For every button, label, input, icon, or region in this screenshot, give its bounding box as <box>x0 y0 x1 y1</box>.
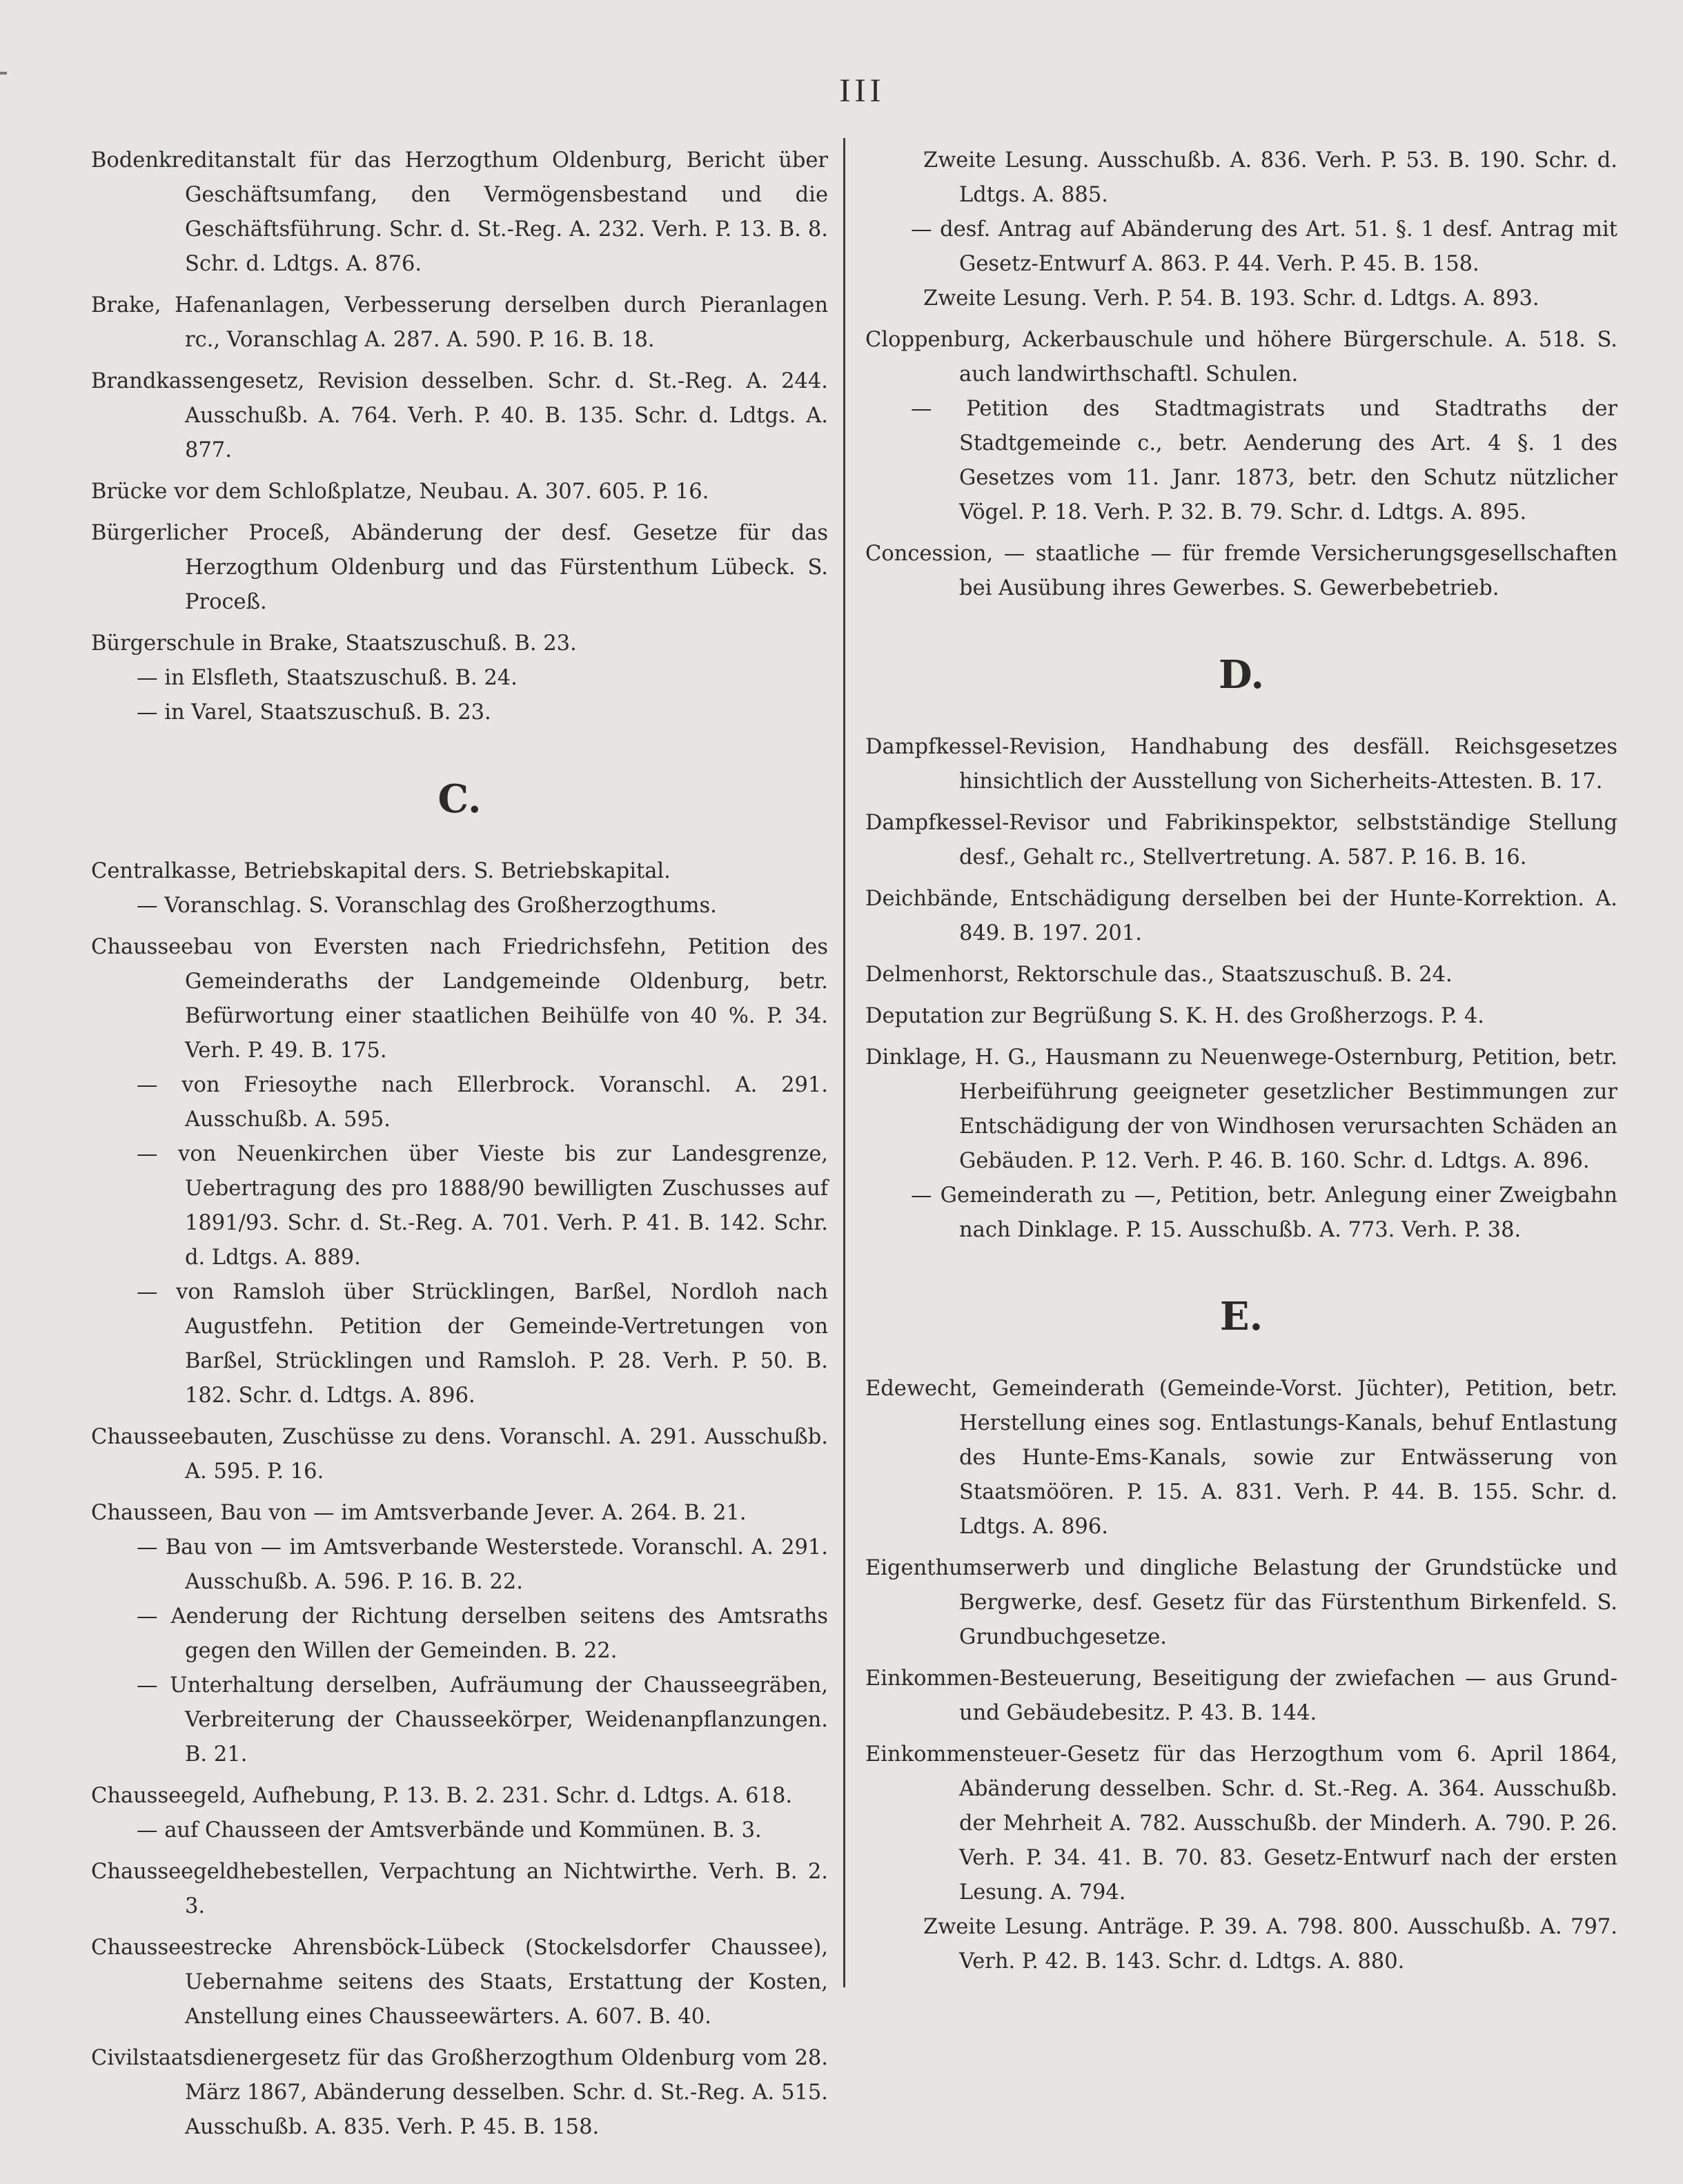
index-subentry: — in Elsfleth, Staatszuschuß. B. 24. <box>137 666 518 690</box>
page-number: III <box>839 72 885 109</box>
index-entry: Einkommensteuer-Gesetz für das Herzogthum vom 6. April 1864, Abänderung desselben. Schr. d. St.-Reg. A. 364. Ausschußb. der Mehrheit A. 782. Ausschußb. der Minderh. A. 790. P. 26. Verh. P. 34. 41. B. 70. 83. Gesetz-Entwurf nach der ersten Lesung. A. 794. <box>865 1742 1617 1905</box>
index-entry: Concession, — staatliche — für fremde Versicherungsgesellschaften bei Ausübung ihres Gewerbes. S. Gewerbebetrieb. <box>865 542 1617 600</box>
index-entry: Chausseegeld, Aufhebung, P. 13. B. 2. 231. Schr. d. Ldtgs. A. 618. <box>91 1784 793 1808</box>
index-entry: Eigenthumserwerb und dingliche Belastung der Grundstücke und Bergwerke, desf. Gesetz für das Fürstenthum Birkenfeld. S. Grundbuchgesetze. <box>865 1556 1617 1649</box>
index-entry: Chausseestrecke Ahrensböck-Lübeck (Stockelsdorfer Chaussee), Uebernahme seitens des Staats, Erstattung der Kosten, Anstellung eines Chausseewärters. A. 607. B. 40. <box>91 1936 828 2029</box>
index-entry: Deichbände, Entschädigung derselben bei der Hunte-Korrektion. A. 849. B. 197. 201. <box>865 887 1617 945</box>
index-subentry: — Aenderung der Richtung derselben seitens des Amtsraths gegen den Willen der Gemeinden. B. 22. <box>137 1604 828 1663</box>
index-entry: Edewecht, Gemeinderath (Gemeinde-Vorst. Jüchter), Petition, betr. Herstellung eines sog. Entlastungs-Kanals, behuf Entlastung des Hunte-Ems-Kanals, sowie zur Entwässerung von Staatsmöören. P. 15. A. 831. Verh. P. 44. B. 155. Schr. d. Ldtgs. A. 896. <box>865 1377 1617 1539</box>
index-subentry: — Voranschlag. S. Voranschlag des Großherzogthums. <box>137 894 717 918</box>
index-entry: Dinklage, H. G., Hausmann zu Neuenwege-Osternburg, Petition, betr. Herbeiführung geeigneter gesetzlicher Bestimmungen zur Entschädigung der von Windhosen verursachten Schäden an Gebäuden. P. 12. Verh. P. 46. B. 160. Schr. d. Ldtgs. A. 896. <box>865 1045 1617 1173</box>
index-subentry: Zweite Lesung. Anträge. P. 39. A. 798. 800. Ausschußb. A. 797. Verh. P. 42. B. 143. Schr. d. Ldtgs. A. 880. <box>923 1915 1617 1974</box>
right-column <box>865 144 1617 1979</box>
index-subentry: — von Friesoythe nach Ellerbrock. Voranschl. A. 291. Ausschußb. A. 595. <box>137 1073 828 1132</box>
index-entry: Brücke vor dem Schloßplatze, Neubau. A. 307. 605. P. 16. <box>91 480 709 504</box>
index-entry: Delmenhorst, Rektorschule das., Staatszuschuß. B. 24. <box>865 963 1453 987</box>
index-subentry: Zweite Lesung. Verh. P. 54. B. 193. Schr. d. Ldtgs. A. 893. <box>923 286 1539 311</box>
index-subentry: — desf. Antrag auf Abänderung des Art. 51. §. 1 desf. Antrag mit Gesetz-Entwurf A. 863. P. 44. Verh. P. 45. B. 158. <box>911 217 1617 276</box>
index-subentry: — von Neuenkirchen über Vieste bis zur Landesgrenze, Uebertragung des pro 1888/90 bewilligten Zuschusses auf 1891/93. Schr. d. St.-Reg. A. 701. Verh. P. 41. B. 142. Schr. d. Ldtgs. A. 889. <box>137 1142 828 1270</box>
index-entry: Chausseegeldhebestellen, Verpachtung an Nichtwirthe. Verh. B. 2. 3. <box>91 1860 828 1918</box>
index-entry: Chausseebauten, Zuschüsse zu dens. Voranschl. A. 291. Ausschußb. A. 595. P. 16. <box>91 1425 828 1484</box>
index-entry: Einkommen-Besteuerung, Beseitigung der zwiefachen — aus Grund- und Gebäudebesitz. P. 43. B. 144. <box>865 1666 1617 1725</box>
section-letter: D. <box>1218 652 1265 698</box>
index-entry: Bürgerschule in Brake, Staatszuschuß. B. 23. <box>91 631 577 656</box>
index-subentry: — von Ramsloh über Strücklingen, Barßel, Nordloh nach Augustfehn. Petition der Gemeinde-Vertretungen von Barßel, Strücklingen und Ramsloh. P. 28. Verh. P. 50. B. 182. Schr. d. Ldtgs. A. 896. <box>137 1280 828 1408</box>
index-subentry: — Unterhaltung derselben, Aufräumung der Chausseegräben, Verbreiterung der Chausseekörper, Weidenanpflanzungen. B. 21. <box>137 1673 828 1767</box>
index-entry: Centralkasse, Betriebskapital ders. S. Betriebskapital. <box>91 859 671 883</box>
index-entry: Bürgerlicher Proceß, Abänderung der desf. Gesetze für das Herzogthum Oldenburg und das Fürstenthum Lübeck. S. Proceß. <box>91 521 828 614</box>
index-subentry: — auf Chausseen der Amtsverbände und Kommünen. B. 3. <box>137 1818 762 1842</box>
index-entry: Deputation zur Begrüßung S. K. H. des Großherzogs. P. 4. <box>865 1004 1484 1028</box>
left-column <box>91 144 828 2145</box>
index-entry: Chausseebau von Eversten nach Friedrichsfehn, Petition des Gemeinderaths der Landgemeinde Oldenburg, betr. Befürwortung einer staatlichen Beihülfe von 40 %. P. 34. Verh. P. 49. B. 175. <box>91 935 828 1063</box>
index-subentry: — Petition des Stadtmagistrats und Stadtraths der Stadtgemeinde c., betr. Aenderung des Art. 4 §. 1 des Gesetzes vom 11. Janr. 1873, betr. den Schutz nützlicher Vögel. P. 18. Verh. P. 32. B. 79. Schr. d. Ldtgs. A. 895. <box>911 397 1617 524</box>
index-subentry: Zweite Lesung. Ausschußb. A. 836. Verh. P. 53. B. 190. Schr. d. Ldtgs. A. 885. <box>923 148 1617 207</box>
index-subentry: — in Varel, Staatszuschuß. B. 23. <box>137 700 491 725</box>
index-entry: Dampfkessel-Revision, Handhabung des desfäll. Reichsgesetzes hinsichtlich der Ausstellung von Sicherheits-Attesten. B. 17. <box>865 735 1617 794</box>
index-entry: Chausseen, Bau von — im Amtsverbande Jever. A. 264. B. 21. <box>91 1501 747 1525</box>
index-entry: Civilstaatsdienergesetz für das Großherzogthum Oldenburg vom 28. März 1867, Abänderung desselben. Schr. d. St.-Reg. A. 515. Ausschußb. A. 835. Verh. P. 45. B. 158. <box>91 2046 828 2139</box>
index-subentry: — Gemeinderath zu —, Petition, betr. Anlegung einer Zweigbahn nach Dinklage. P. 15. Ausschußb. A. 773. Verh. P. 38. <box>911 1183 1617 1242</box>
index-subentry: — Bau von — im Amtsverbande Westerstede. Voranschl. A. 291. Ausschußb. A. 596. P. 16. B. 22. <box>137 1535 828 1594</box>
index-entry: Brake, Hafenanlagen, Verbesserung derselben durch Pieranlagen rc., Voranschlag A. 287. A. 590. P. 16. B. 18. <box>91 293 828 352</box>
index-entry: Bodenkreditanstalt für das Herzogthum Oldenburg, Bericht über Geschäftsumfang, den Vermögensbestand und die Geschäftsführung. Schr. d. St.-Reg. A. 232. Verh. P. 13. B. 8. Schr. d. Ldtgs. A. 876. <box>91 148 828 276</box>
section-letter: E. <box>1219 1294 1263 1339</box>
index-entry: Cloppenburg, Ackerbauschule und höhere Bürgerschule. A. 518. S. auch landwirthschaftl. Schulen. <box>865 328 1617 386</box>
column-divider <box>843 138 845 1987</box>
index-entry: Brandkassengesetz, Revision desselben. Schr. d. St.-Reg. A. 244. Ausschußb. A. 764. Verh. P. 40. B. 135. Schr. d. Ldtgs. A. 877. <box>91 369 828 462</box>
index-entry: Dampfkessel-Revisor und Fabrikinspektor, selbstständige Stellung desf., Gehalt rc., Stellvertretung. A. 587. P. 16. B. 16. <box>865 811 1617 869</box>
section-letter: C. <box>437 776 482 822</box>
